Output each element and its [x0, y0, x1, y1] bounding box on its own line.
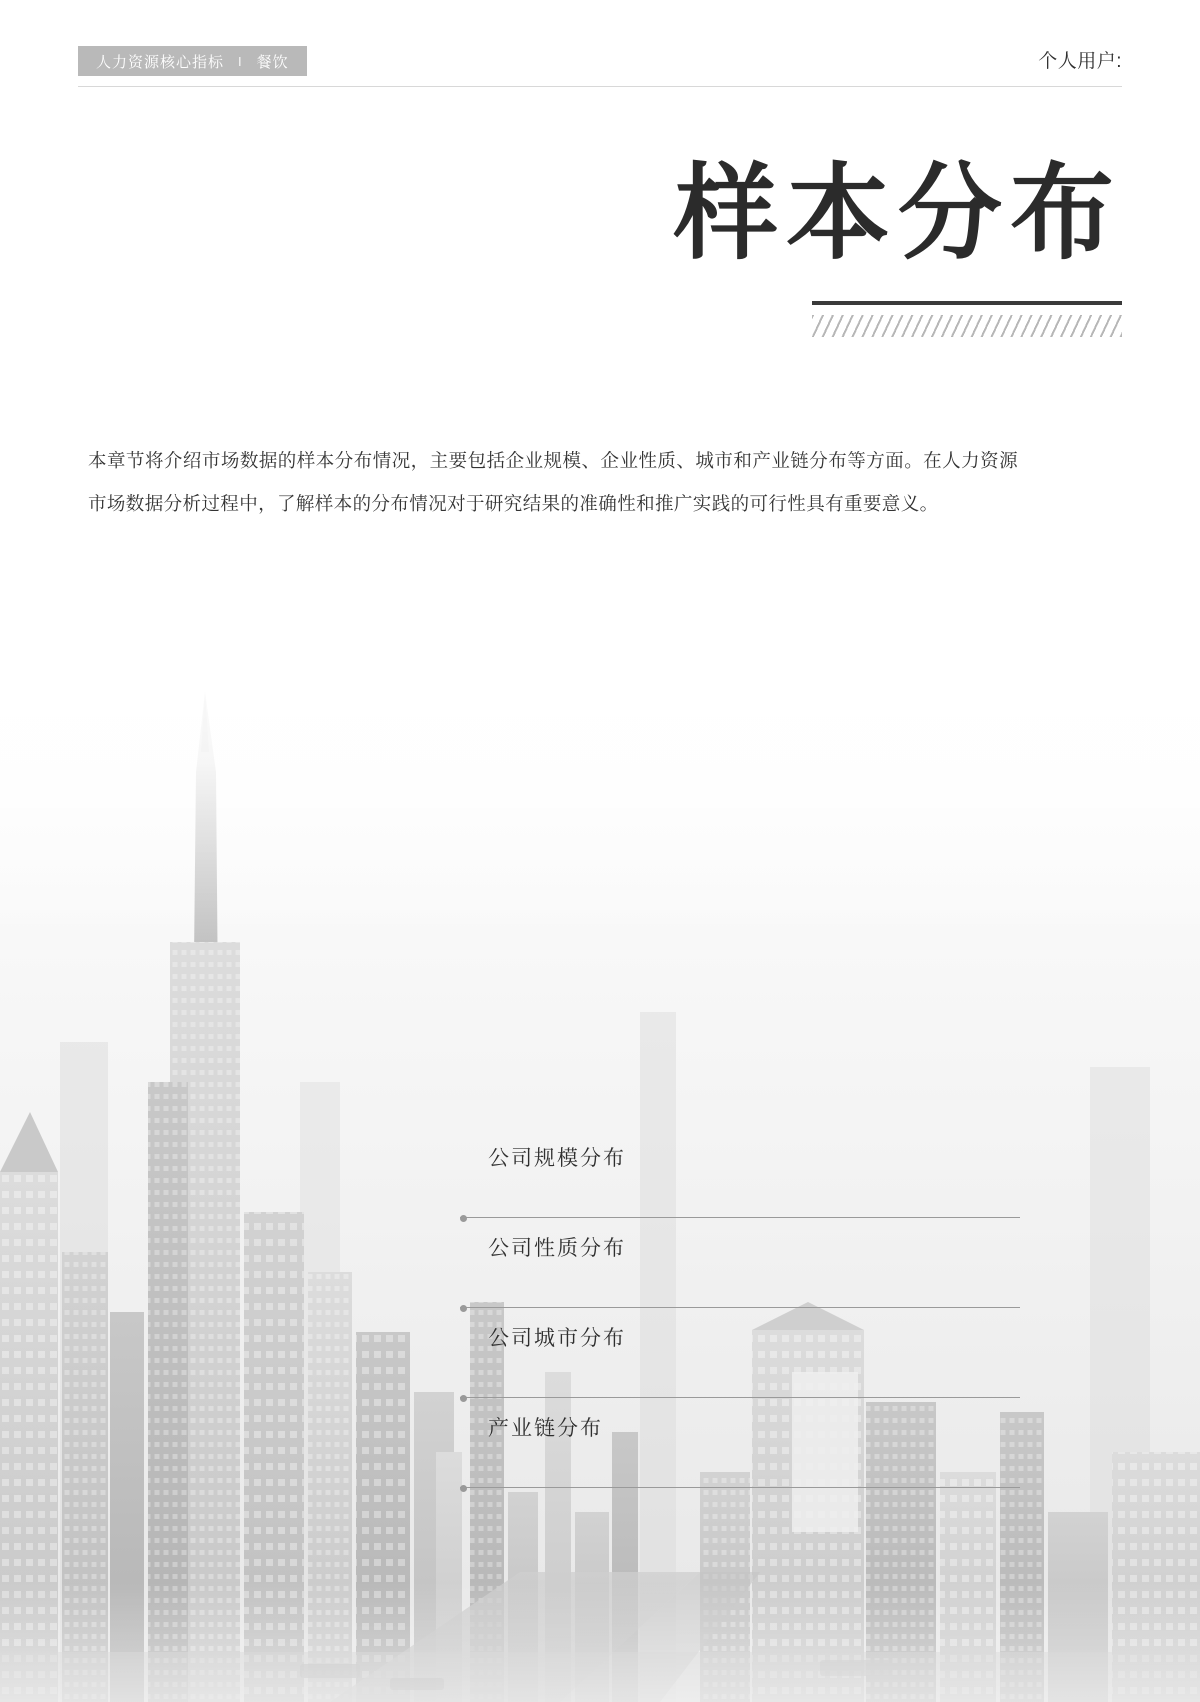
list-item[interactable]: [460, 1128, 1020, 1218]
toc-item-label: 产业链分布: [488, 1417, 603, 1440]
page-header: [78, 46, 1122, 86]
toc-item-rule: [460, 1487, 1020, 1488]
bullet-dot-icon: [460, 1485, 467, 1492]
section-contents-list: [460, 1128, 1020, 1488]
breadcrumb: [78, 46, 307, 76]
list-item[interactable]: [460, 1218, 1020, 1308]
breadcrumb-separator: Ι: [238, 53, 243, 69]
header-divider: [78, 86, 1122, 87]
list-item[interactable]: [460, 1308, 1020, 1398]
user-label: 个人用户:: [1038, 51, 1122, 72]
toc-item-label: 公司城市分布: [488, 1327, 626, 1350]
toc-item-label: 公司性质分布: [488, 1237, 626, 1260]
list-item[interactable]: [460, 1398, 1020, 1488]
hatch-decoration: [812, 315, 1122, 337]
title-underline: [812, 301, 1122, 305]
title-block: [382, 156, 1122, 337]
intro-paragraph: 本章节将介绍市场数据的样本分布情况，主要包括企业规模、企业性质、城市和产业链分布等方面。在人力资源市场数据分析过程中，了解样本的分布情况对于研究结果的准确性和推广实践的可行性具有重要意义。: [88, 449, 1018, 514]
toc-item-label: 公司规模分布: [488, 1147, 626, 1170]
page-title: 样本分布: [673, 156, 1122, 272]
breadcrumb-primary: 人力资源核心指标: [96, 53, 225, 71]
breadcrumb-secondary: 餐饮: [256, 53, 289, 71]
